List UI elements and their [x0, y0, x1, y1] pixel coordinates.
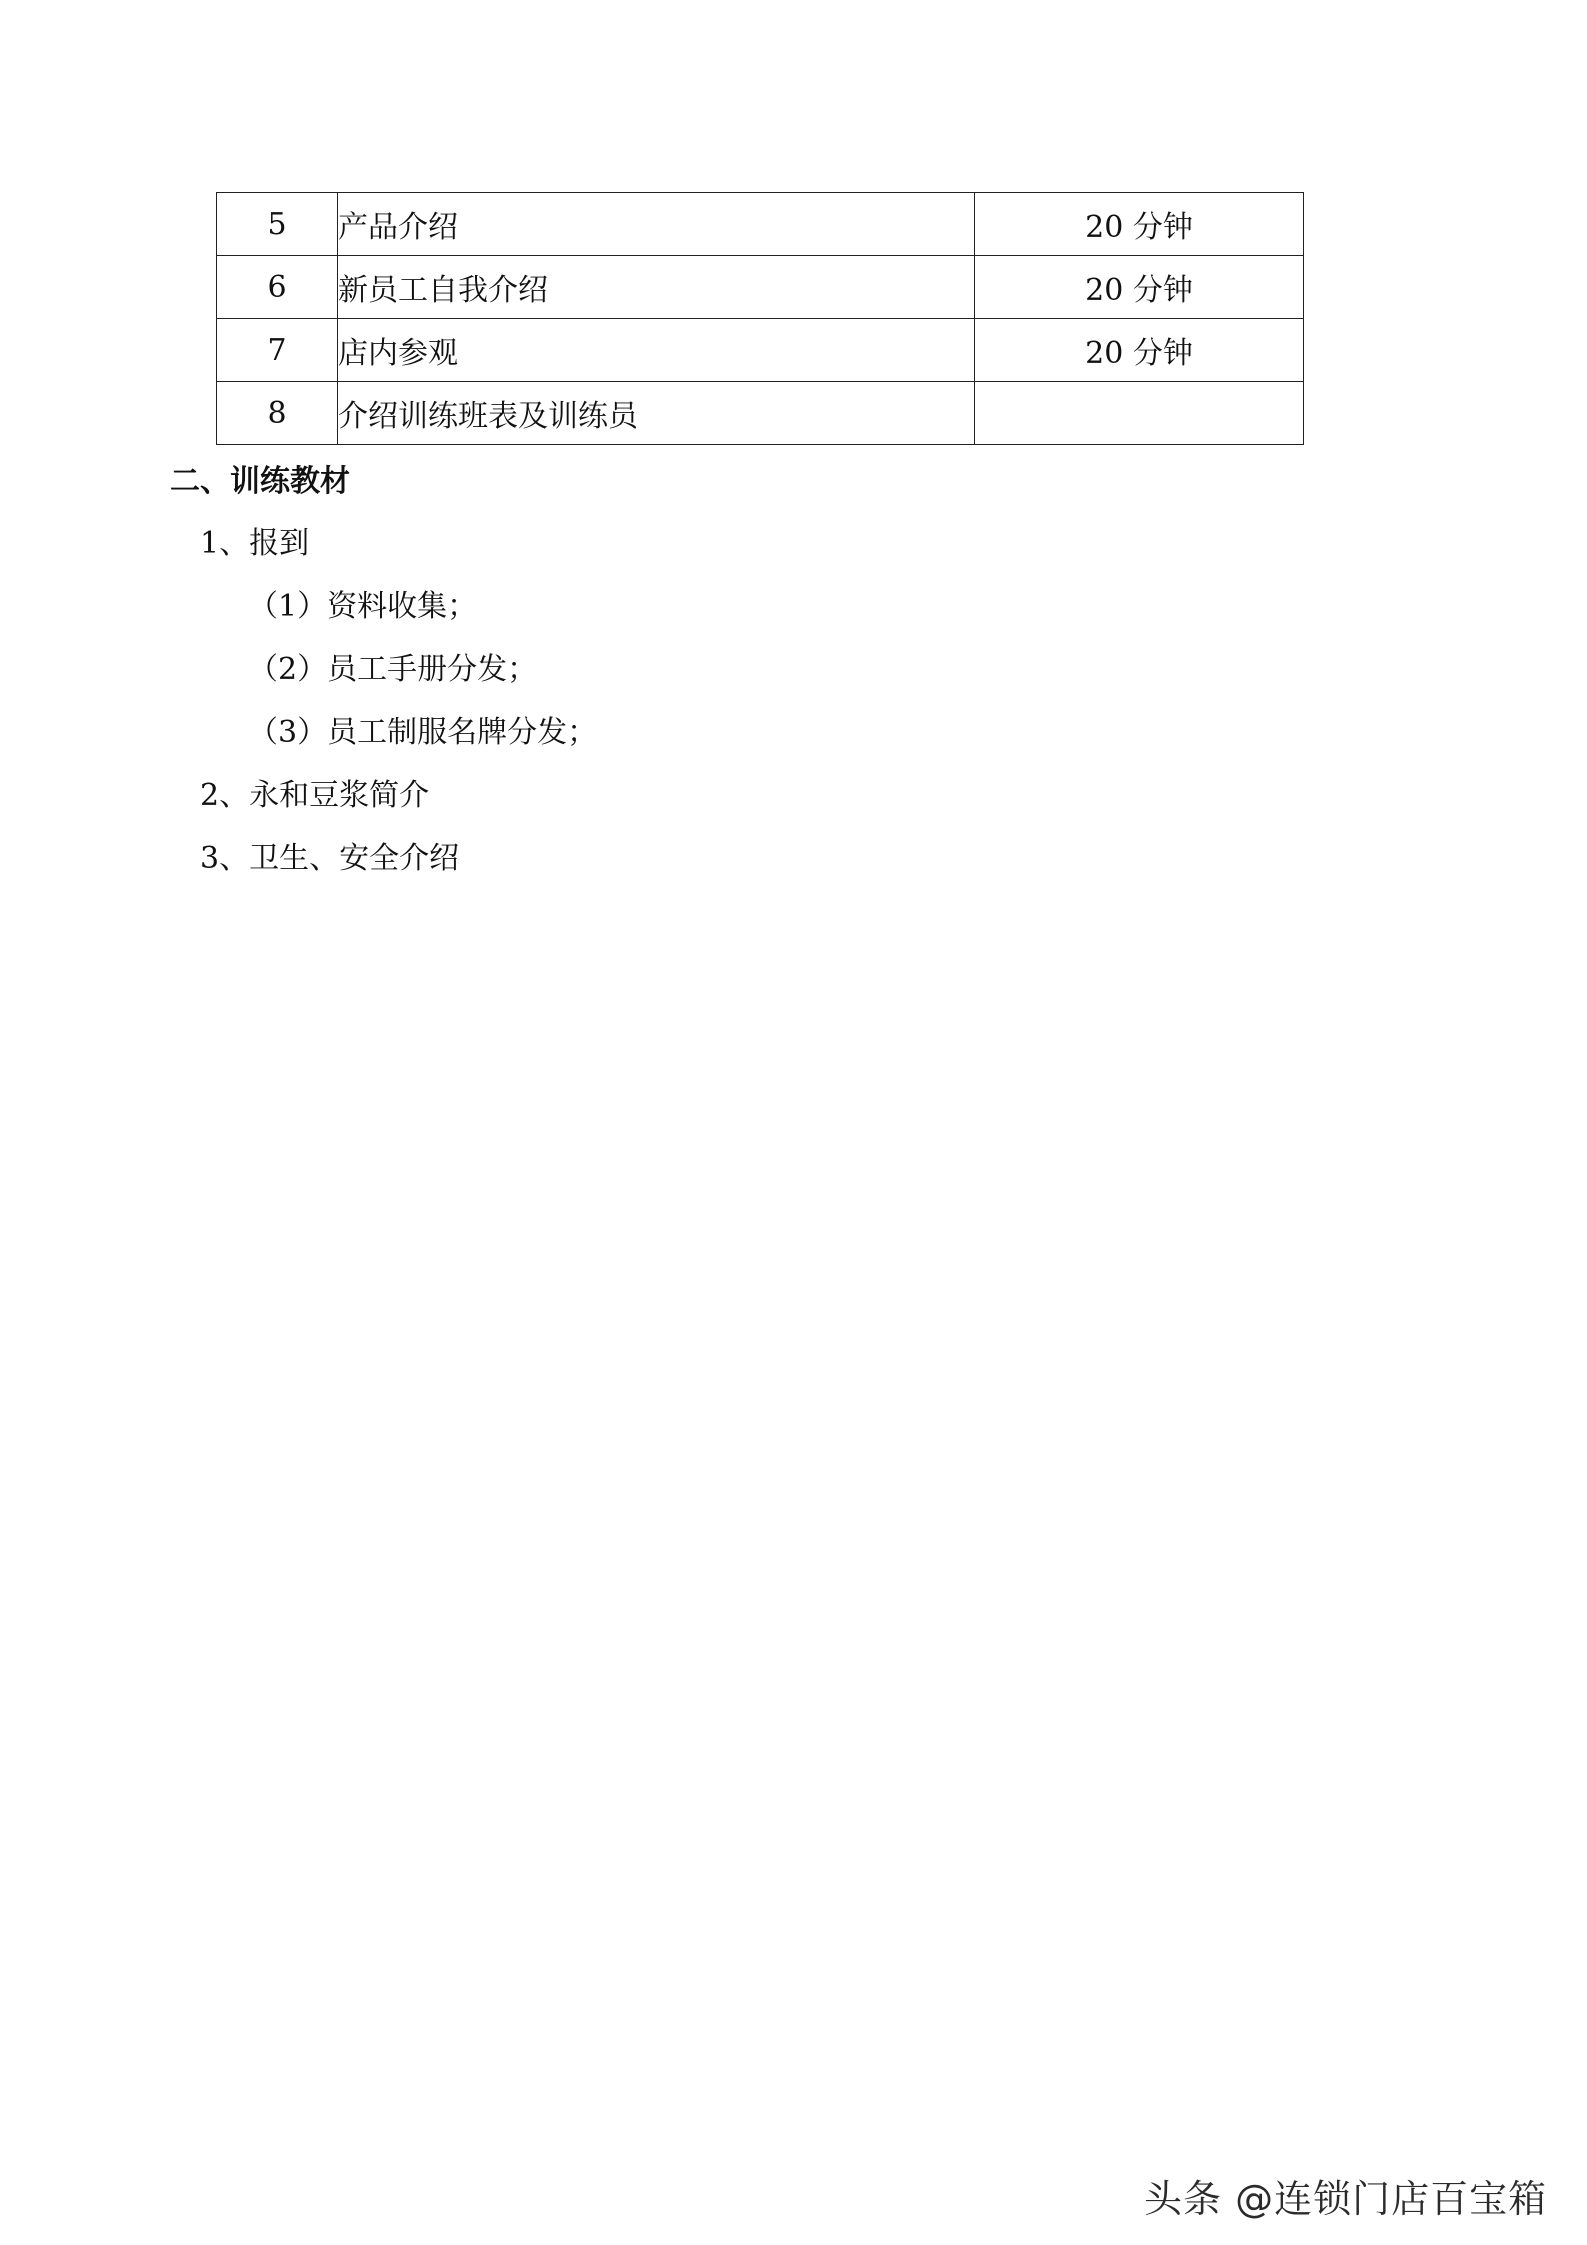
table-row: [217, 382, 1304, 445]
row-item: 介绍训练班表及训练员: [338, 382, 975, 445]
list-subitem: （3）员工制服名牌分发；: [248, 715, 598, 750]
row-item: 新员工自我介绍: [338, 256, 975, 319]
list-item: 3、卫生、安全介绍: [200, 841, 460, 876]
schedule-table: [216, 192, 1304, 445]
table-row: [217, 319, 1304, 382]
row-duration: [975, 382, 1304, 445]
table-row: [217, 256, 1304, 319]
list-subitem: （2）员工手册分发；: [248, 652, 538, 687]
row-item: 产品介绍: [338, 193, 975, 256]
list-subitem: （1）资料收集；: [248, 589, 478, 624]
list-item: 1、报到: [200, 526, 310, 561]
row-number: 7: [217, 319, 338, 382]
source-watermark: 头条 @连锁门店百宝箱: [1144, 2177, 1548, 2221]
table-row: [217, 193, 1304, 256]
row-number: 8: [217, 382, 338, 445]
row-item: 店内参观: [338, 319, 975, 382]
section-heading: 二、训练教材: [170, 464, 350, 499]
row-number: 5: [217, 193, 338, 256]
row-duration: 20 分钟: [975, 256, 1304, 319]
row-number: 6: [217, 256, 338, 319]
list-item: 2、永和豆浆简介: [200, 778, 430, 813]
row-duration: 20 分钟: [975, 319, 1304, 382]
row-duration: 20 分钟: [975, 193, 1304, 256]
